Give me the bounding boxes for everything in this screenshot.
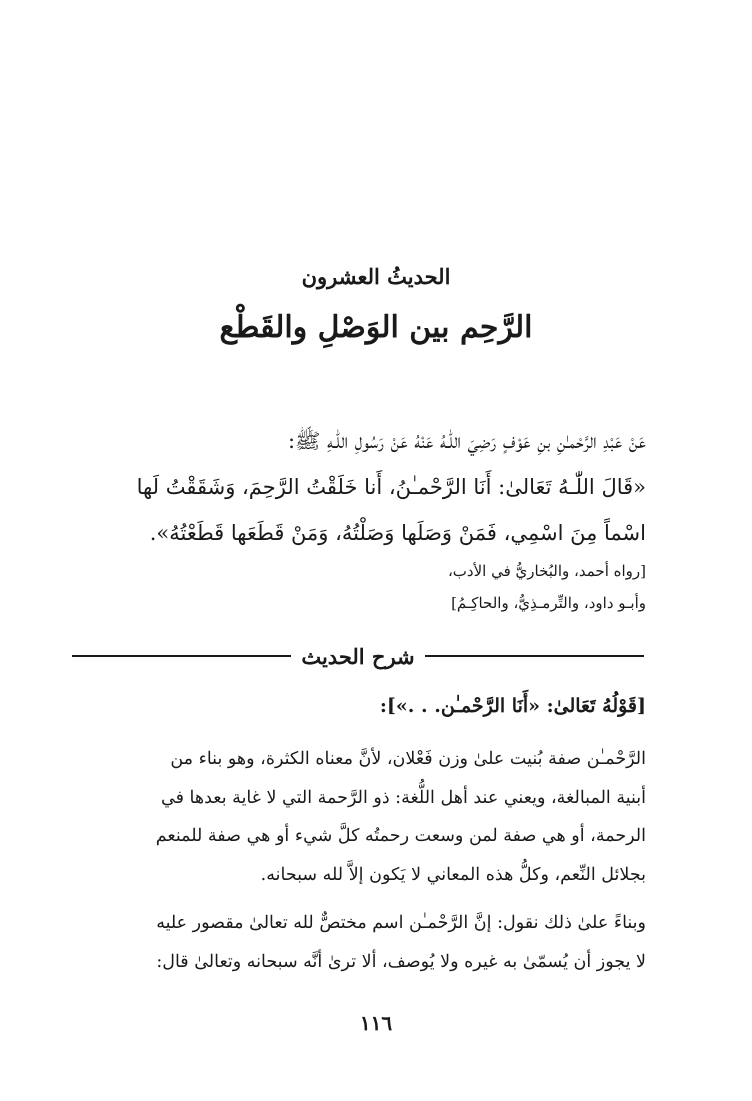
body-line: لا يجوز أن يُسمّىٰ به غيره ولا يُوصف، ألا ترىٰ أنَّه سبحانه وتعالىٰ قال: <box>156 951 646 972</box>
hadith-source <box>200 555 646 619</box>
body-line: أبنية المبالغة، ويعني عند أهل اللُّغة: ذو الرَّحمة التي لا غاية بعدها في <box>161 787 646 808</box>
body-line: وبناءً علىٰ ذلك نقول: إنَّ الرَّحْمـٰن اسم مختصٌّ لله تعالىٰ مقصور عليه <box>156 913 646 933</box>
body-line: الرحمة، أو هي صفة لمن وسعت رحمتُه كلَّ شيء أو هي صفة للمنعم <box>155 826 646 846</box>
source-line: [رواه أحمد، والبُخاريُّ في الأدب، <box>447 562 646 580</box>
hadith-line: عَنْ عَبْدِ الرَّحْمـٰنِ بنِ عَوْفٍ رَضِيَ اللّٰـهُ عَنْهُ عَنْ رَسُولِ اللّٰـهِ ﷺ: <box>287 429 646 453</box>
page-number: ١١٦ <box>359 1011 393 1035</box>
section-divider <box>72 638 644 674</box>
section-heading: شرح الحديث <box>301 643 415 669</box>
hadith-line: «قَالَ اللّٰـهُ تَعَالىٰ: أَنَا الرَّحْمـٰنُ، أَنا خَلَقْتُ الرَّحِمَ، وَشَقَقْتُ لَها <box>136 475 646 499</box>
source-line: وأبـو داود، والتِّرمـذِيُّ، والحاكِـمُ] <box>451 594 646 612</box>
hadith-text <box>90 418 646 556</box>
hadith-line: اسْماً مِنَ اسْمِي، فَمَنْ وَصَلَها وَصَلْتُهُ، وَمَنْ قَطَعَها قَطَعْتُهُ». <box>149 521 646 545</box>
chapter-title: الرَّحِم بين الوَصْلِ والقَطْع <box>219 310 533 345</box>
chapter-number: الحديثُ العشرون <box>301 264 451 289</box>
divider-rule-left <box>72 655 291 657</box>
body-line: بجلائل النِّعم، وكلُّ هذه المعاني لا يَكون إلاَّ لله سبحانه. <box>260 864 646 885</box>
commentary-body <box>66 740 646 981</box>
commentary-subheading: [قَوْلُهُ تَعَالىٰ: «أَنَا الرَّحْمـٰن. . .»]: <box>379 695 646 717</box>
paragraph-gap <box>66 894 646 904</box>
body-line: الرَّحْمـٰن صفة بُنيت علىٰ وزن فَعْلان، لأنَّ معناه الكثرة، وهو بناء من <box>170 749 646 769</box>
divider-rule-right <box>425 655 644 657</box>
